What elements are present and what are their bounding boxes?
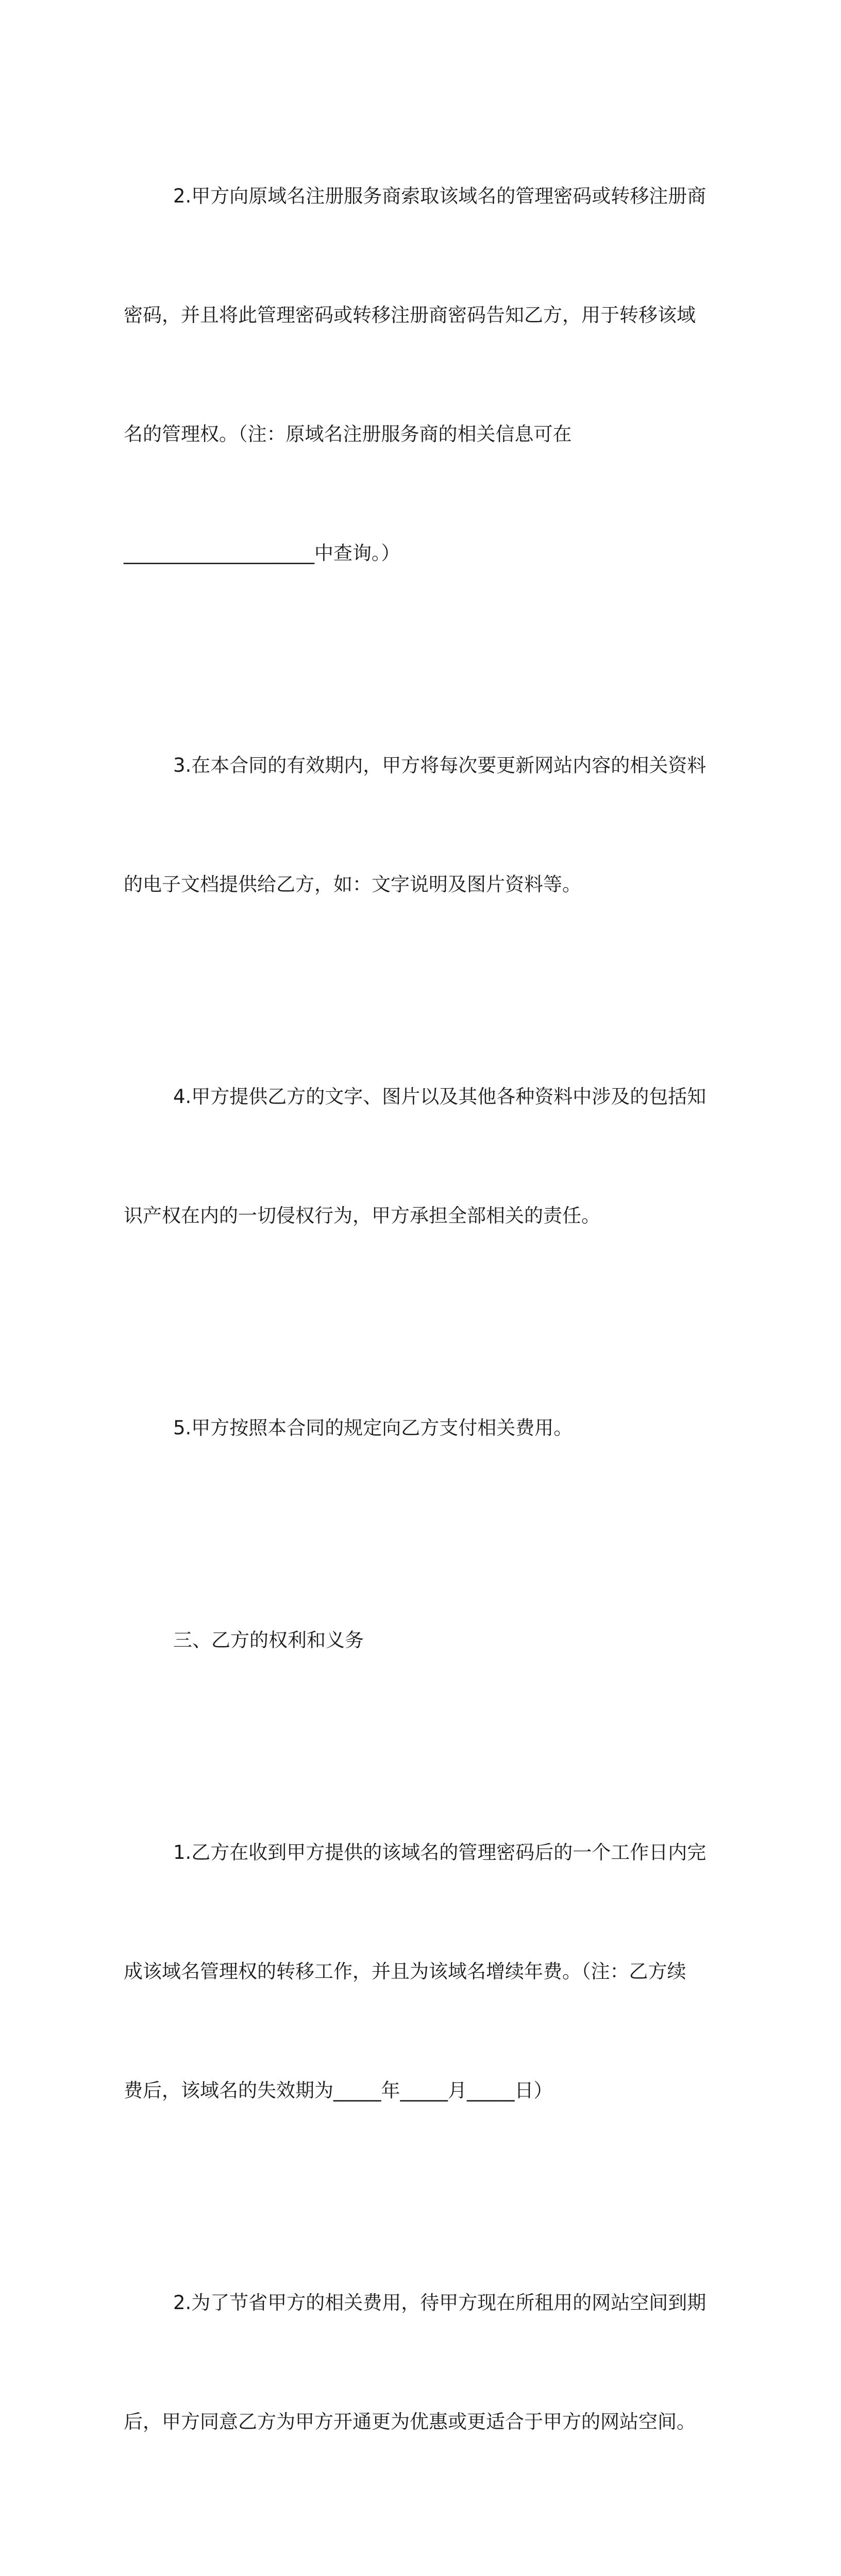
clause-3-materials bbox=[124, 666, 711, 984]
text-line: 成该域名管理权的转移工作，并且为该域名增续年费。（注：乙方续 bbox=[124, 1960, 686, 1982]
text-line: ____________________中查询。） bbox=[124, 542, 400, 564]
clause-b3-no-responsibility bbox=[124, 2535, 711, 2576]
clause-4-liability bbox=[124, 997, 711, 1315]
text-line: 2.为了节省甲方的相关费用，待甲方现在所租用的网站空间到期 bbox=[173, 2292, 707, 2314]
section-heading-party-b bbox=[124, 1541, 711, 1739]
text-line: 识产权在内的一切侵权行为，甲方承担全部相关的责任。 bbox=[124, 1205, 600, 1227]
text-line: 5.甲方按照本合同的规定向乙方支付相关费用。 bbox=[173, 1417, 573, 1439]
text-line: 费后，该域名的失效期为_____年_____月_____日） bbox=[124, 2079, 553, 2102]
text-line: 的电子文档提供给乙方，如：文字说明及图片资料等。 bbox=[124, 873, 581, 895]
text-line: 密码，并且将此管理密码或转移注册商密码告知乙方，用于转移该域 bbox=[124, 304, 696, 326]
document-body bbox=[124, 97, 711, 2576]
clause-b1-transfer bbox=[124, 1753, 711, 2190]
clause-5-payment bbox=[124, 1329, 711, 1527]
text-line: 3.在本合同的有效期内，甲方将每次要更新网站内容的相关资料 bbox=[173, 754, 707, 776]
clause-b2-hosting bbox=[124, 2204, 711, 2521]
text-line: 1.乙方在收到甲方提供的该域名的管理密码后的一个工作日内完 bbox=[173, 1841, 707, 1863]
section-heading: 三、乙方的权利和义务 bbox=[173, 1629, 364, 1651]
clause-2-domain-password bbox=[124, 97, 711, 652]
text-line: 2.甲方向原域名注册服务商索取该域名的管理密码或转移注册商 bbox=[173, 185, 707, 207]
text-line: 4.甲方提供乙方的文字、图片以及其他各种资料中涉及的包括知 bbox=[173, 1086, 707, 1108]
text-line: 名的管理权。（注：原域名注册服务商的相关信息可在 bbox=[124, 423, 572, 445]
text-line: 后，甲方同意乙方为甲方开通更为优惠或更适合于甲方的网站空间。 bbox=[124, 2411, 696, 2433]
